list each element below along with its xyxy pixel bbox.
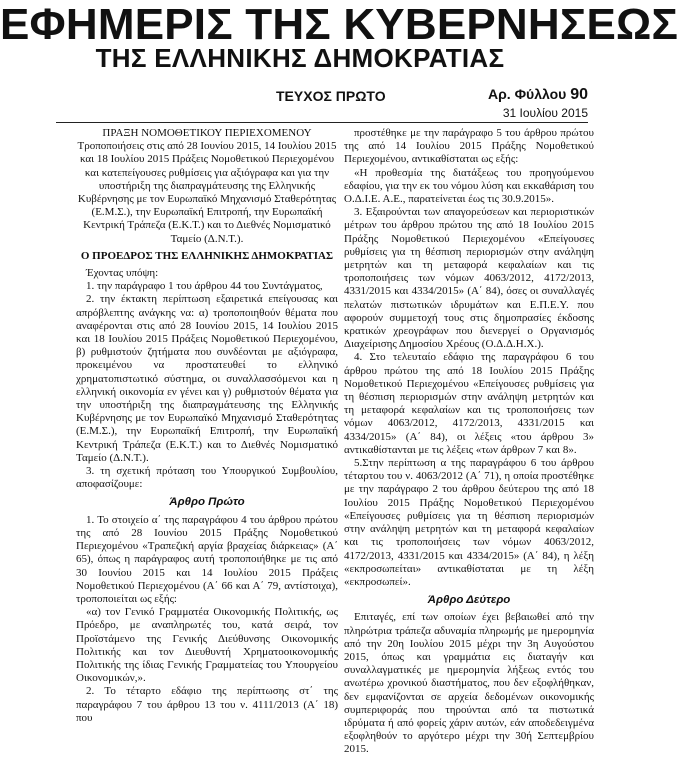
paragraph: «Η προθεσμία της διατάξεως του προηγούμενου εδαφίου, για την εκ του νόμου λύση και εκκαθάριση του Ο.Δ.Ι.Ε. Α.Ε., παρατείνεται έως τις 30.9.2015». xyxy=(344,166,594,206)
paragraph: 3. Εξαιρούνται των απαγορεύσεων και περιοριστικών μέτρων του άρθρου πρώτου της από 18 Ιουλίου 2015 Πράξης Νομοθετικού Περιεχομένου «Επείγουσες ρυθμίσεις για τη θέσπιση περιορισμών στην ανάληψη μετρητών και τη μεταφορά κεφαλαίων και τις τροποποιήσεις των νόμων 4063/2012, 4172/2013, 4331/2015 και 4334/2015» (Α΄ 84), όσες οι συναλλαγές πελατών πιστωτικών ιδρυμάτων και Ε.Π.Ε.Υ. που αφορούν συμμετοχή τους στις δημοπρασίες έκδοσης κρατικών χρεογράφων που διενεργεί ο Οργανισμός Διαχείρισης Δημοσίου Χρέους (Ο.Δ.Δ.Η.Χ.). xyxy=(344,206,594,351)
header-rule xyxy=(56,122,588,123)
left-column xyxy=(76,127,338,725)
issue-info xyxy=(40,86,590,106)
paragraph: Επιταγές, επί των οποίων έχει βεβαιωθεί από την πληρώτρια τράπεζα αδυναμία πληρωμής με ημερομηνία από την 20η Ιουλίου 2015 μέχρι την 3η Αυγούστου 2015, όπως και γραμμάτια εις διαταγήν και συναλλαγματικές με ημερομηνία λήξεως εντός του ανωτέρω χρονικού διαστήματος, που δεν εξοφλήθηκαν, δεν εμφανίζονται σε αρχεία δεδομένων οικονομικής συμπεριφοράς που τηρούνται από τα πιστωτικά ιδρύματα ή από φορείς χάριν αυτών, εάν αποδεδειγμένα εξοφληθούν το αργότερο μέχρι την 30ή Σεπτεμβρίου 2015. xyxy=(344,611,594,756)
right-column xyxy=(344,127,594,757)
paragraph: 1. Το στοιχείο α΄ της παραγράφου 4 του άρθρου πρώτου της από 28 Ιουνίου 2015 Πράξης Νομοθετικού Περιεχομένου «Τραπεζική αργία βραχείας διάρκειας» (Α΄ 65), όπως η παράγραφος αυτή τροποποιήθηκε με τις από 30 Ιουνίου 2015 και 14 Ιουλίου 2015 Πράξεις Νομοθετικού Περιεχομένου (Α΄ 66 και Α΄ 79, αντίστοιχα), τροποποιείται ως εξής: xyxy=(76,513,338,605)
act-type: ΠΡΑΞΗ ΝΟΜΟΘΕΤΙΚΟΥ ΠΕΡΙΕΧΟΜΕΝΟΥ xyxy=(102,127,312,139)
paragraph: 4. Στο τελευταίο εδάφιο της παραγράφου 6 του άρθρου πρώτου της από 18 Ιουλίου 2015 Πράξης Νομοθετικού Περιεχομένου «Επείγουσες ρυθμίσεις για τη θέσπιση περιορισμών στην ανάληψη μετρητών και τη μεταφορά κεφαλαίων και τις τροποποιήσεις των νόμων 4063/2012, 4172/2013, 4331/2015 και 4334/2015» (Α΄ 84), οι λέξεις «του άρθρου 3» αντικαθίστανται με τις λέξεις «των άρθρων 7 και 8». xyxy=(344,351,594,456)
paragraph: 2. Το τέταρτο εδάφιο της περίπτωσης στ΄ της παραγράφου 7 του άρθρου 13 του ν. 4111/2013 (Α΄ 18) που xyxy=(76,685,338,724)
article-heading: Άρθρο Πρώτο xyxy=(169,496,245,509)
paragraph: 1. την παράγραφο 1 του άρθρου 44 του Συντάγματος, xyxy=(86,280,323,293)
president-heading: Ο ΠΡΟΕΔΡΟΣ ΤΗΣ ΕΛΛΗΝΙΚΗΣ ΔΗΜΟΚΡΑΤΙΑΣ xyxy=(80,249,334,262)
article-heading: Άρθρο Δεύτερο xyxy=(427,594,511,607)
sheet-number: 90 xyxy=(570,86,588,103)
paragraph: 5.Στην περίπτωση α της παραγράφου 6 του άρθρου τέταρτου του ν. 4063/2012 (Α΄ 71), η οποία προστέθηκε με την παράγραφο 2 του άρθρου δεύτερου της από 18 Ιουλίου 2015 Πράξης Νομοθετικού Περιεχομένου «Επείγουσες ρυθμίσεις για τη θέσπιση περιορισμών στην ανάληψη μετρητών και τη μεταφορά κεφαλαίων και τις τροποποιήσεις των νόμων 4063/2012, 4172/2013, 4331/2015 και 4334/2015» (Α΄ 84), η λέξη «εκπροσωπείται» αντικαθίσταται με τη λέξη «εκπροσωπεί». xyxy=(344,457,594,588)
gazette-title: ΕΦΗΜΕΡΙΣ ΤΗΣ ΚΥΒΕΡΝΗΣΕΩΣ xyxy=(0,0,678,49)
paragraph: 3. τη σχετική πρόταση του Υπουργικού Συμβουλίου, αποφασίζουμε: xyxy=(76,465,338,491)
sheet-number-block xyxy=(488,86,588,104)
paragraph: προστέθηκε με την παράγραφο 5 του άρθρου πρώτου της από 14 Ιουλίου 2015 Πράξης Νομοθετικού Περιεχομένου, αντικαθίσταται ως εξής: xyxy=(344,127,594,166)
act-summary: Τροποποιήσεις στις από 28 Ιουνίου 2015, 14 Ιουλίου 2015 και 18 Ιουλίου 2015 Πράξεις Νομοθετικού Περιεχομένου και κατεπείγουσες ρυθμίσεις για αξιόγραφα και για την υποστήριξη της διαπραγμάτευσης της Ελληνικής Κυβέρνησης με τον Ευρωπαϊκό Μηχανισμό Σταθερότητας (Ε.Μ.Σ.), την Ευρωπαϊκή Επιτροπή, την Ευρωπαϊκή Κεντρική Τράπεζα (Ε.Κ.Τ.) και το Διεθνές Νομισματικό Ταμείο (Δ.Ν.Τ.). xyxy=(77,140,337,245)
gazette-subtitle: ΤΗΣ ΕΛΛΗΝΙΚΗΣ ΔΗΜΟΚΡΑΤΙΑΣ xyxy=(95,43,505,73)
paragraph: 2. την έκτακτη περίπτωση εξαιρετικά επείγουσας και απρόβλεπτης ανάγκης να: α) τροποποιηθούν θέματα που αναφέρονται στις από 28 Ιουνίου 2015, 14 Ιουλίου 2015 και 18 Ιουλίου 2015 Πράξεις Νομοθετικού Περιεχομένου, β) ρυθμιστούν ζητήματα που συνδέονται με αξιόγραφα, προκειμένου να προστατευθεί το ελληνικό χρηματοπιστωτικό σύστημα, οι συναλλασσόμενοι και η ελληνική οικονομία εν γένει και γ) ρυθμιστούν θέματα για την υποστήριξη της διαπραγμάτευσης της Ελληνικής Κυβέρνησης με τον Ευρωπαϊκό Μηχανισμό Σταθερότητας (Ε.Μ.Σ.), την Ευρωπαϊκή Επιτροπή, την Ευρωπαϊκή Κεντρική Τράπεζα (Ε.Κ.Τ.) και το Διεθνές Νομισματικό Ταμείο (Δ.Ν.Τ.). xyxy=(76,293,338,464)
issue-series: ΤΕΥΧΟΣ ΠΡΩΤΟ xyxy=(276,88,386,104)
sheet-label: Αρ. Φύλλου xyxy=(488,86,567,102)
paragraph: «α) τον Γενικό Γραμματέα Οικονομικής Πολιτικής, ως Πρόεδρο, με αναπληρωτές του, κατά σειρά, τον Προϊστάμενο της Γενικής Διεύθυνσης Οικονομικής Πολιτικής και τον Διευθυντή Χρηματοοικονομικής Πολιτικής της ίδιας Γενικής Γραμματείας του Υπουργείου Οικονομικών,». xyxy=(76,606,338,685)
issue-date: 31 Ιουλίου 2015 xyxy=(502,106,588,120)
paragraph: Έχοντας υπόψη: xyxy=(86,267,159,280)
